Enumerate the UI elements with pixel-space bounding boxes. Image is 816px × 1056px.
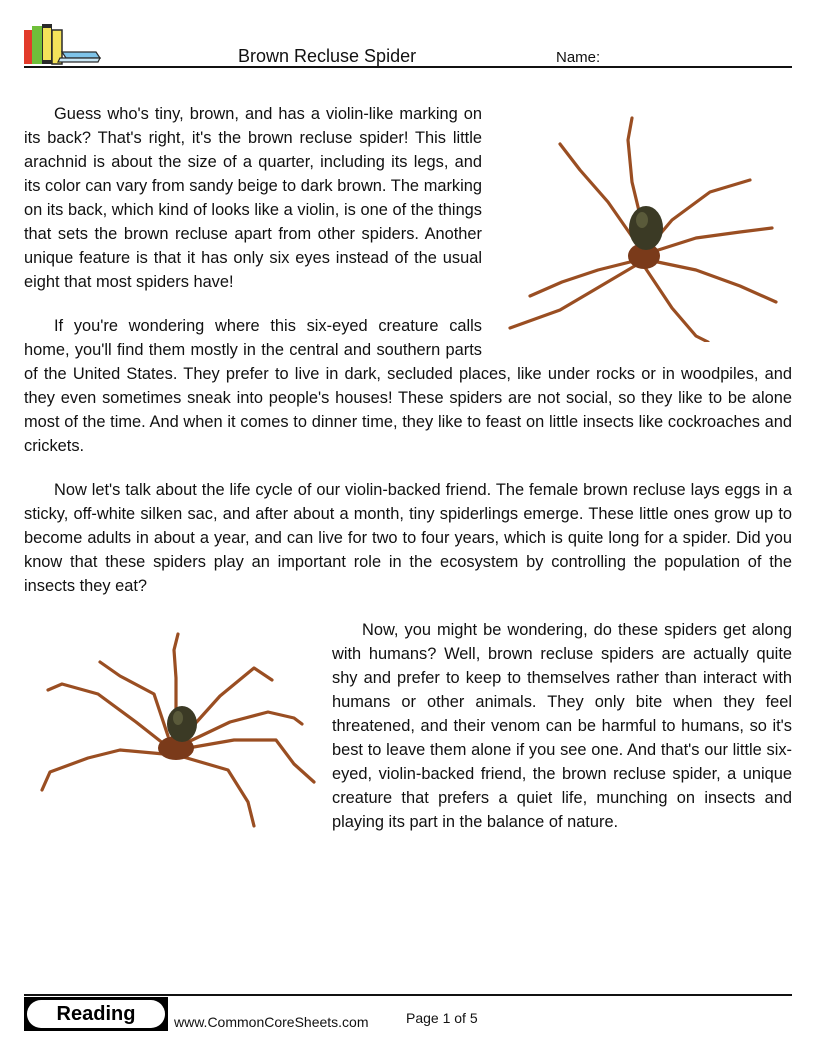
worksheet-footer: [24, 994, 792, 1034]
site-url[interactable]: www.CommonCoreSheets.com: [174, 1014, 369, 1030]
spider-illustration: [500, 110, 792, 342]
page-title: Brown Recluse Spider: [238, 46, 417, 66]
paragraph-4: Now, you might be wondering, do these spiders get along with humans? Well, brown recluse spiders are actually quite shy and prefer to keep to themselves rather than interact with humans or other animals. They only bite when they feel threatened, and their venom can be harmful to humans, so it's best to leave them alone if you see one. And that's our little six-eyed, violin-backed friend, the brown recluse spider, a unique creature that prefers a quiet life, munching on insects and playing its part in the balance of nature.: [332, 621, 792, 831]
footer-divider: [24, 994, 792, 996]
name-label: Name:: [556, 49, 601, 66]
paragraph-3: Now let's talk about the life cycle of our violin-backed friend. The female brown recluse lays eggs in a sticky, off-white silken sac, and after about a month, tiny spiderlings emerge. These little ones grow up to become adults in about a year, and can live for two to four years, which is quite long for a spider. Did you know that these spiders play an important role in the ecosystem by controlling the population of the insects they eat?: [24, 481, 792, 595]
spider-image-top: [500, 110, 792, 342]
paragraph-2: If you're wondering where this six-eyed creature calls home, you'll find them mostly in the central and southern parts of the United States. They prefer to live in dark, secluded places, like under rocks or in woodpiles, and they even sometimes sneak into people's houses! These spiders are not social, so they like to be alone most of the time. And when it comes to dinner time, they like to feast on little insects like cockroaches and crickets.: [24, 317, 792, 455]
subject-badge-label: Reading: [27, 1000, 165, 1028]
page-number: Page 1 of 5: [406, 1010, 478, 1026]
worksheet-header: [24, 22, 792, 70]
article-body: [24, 102, 792, 854]
header-divider: [24, 66, 792, 68]
paragraph-1: Guess who's tiny, brown, and has a violin-like marking on its back? That's right, it's the brown recluse spider! This little arachnid is about the size of a quarter, including its legs, and its color can vary from sandy beige to dark brown. The marking on its back, which kind of looks like a violin, is one of the things that sets the brown recluse apart from other spiders. Another unique feature is that it has only six eyes instead of the usual eight that most spiders have!: [24, 105, 482, 291]
subject-badge: [24, 997, 168, 1031]
spider-illustration: [24, 632, 316, 832]
spider-image-bottom: [24, 632, 316, 832]
books-icon: [24, 22, 104, 68]
